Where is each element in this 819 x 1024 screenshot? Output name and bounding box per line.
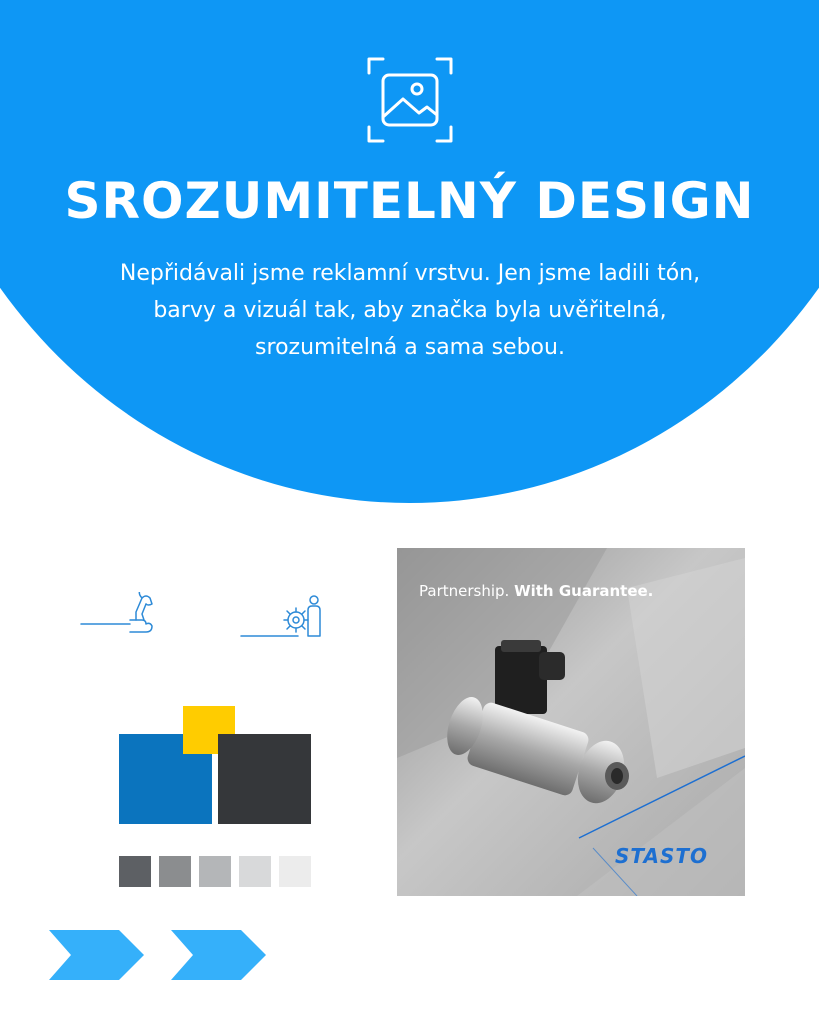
chevron-right-icon (171, 930, 266, 980)
swatch-dark (218, 734, 311, 824)
product-banner (397, 548, 745, 896)
subtitle-line: srozumitelná a sama sebou. (255, 335, 565, 360)
gray-swatch-3 (199, 856, 231, 887)
gear-person-icon (240, 594, 330, 642)
gray-swatch-1 (119, 856, 151, 887)
hero-subtitle (60, 255, 760, 366)
image-frame-icon (365, 55, 455, 145)
wrench-hand-icon (80, 592, 162, 640)
tagline-light: Partnership. (419, 582, 510, 600)
chevron-right-icon (49, 930, 144, 980)
subtitle-line: Nepřidávali jsme reklamní vrstvu. Jen jsme ladili tón, (119, 261, 701, 286)
subtitle-line: barvy a vizuál tak, aby značka byla uvěřitelná, (153, 298, 667, 323)
gray-swatch-5 (279, 856, 311, 887)
product-tagline (419, 582, 653, 600)
page-title: SROZUMITELNÝ DESIGN (64, 172, 755, 230)
gray-swatch-2 (159, 856, 191, 887)
gray-swatch-4 (239, 856, 271, 887)
brand-logo: STASTO (615, 844, 709, 868)
tagline-bold: With Guarantee. (514, 582, 654, 600)
